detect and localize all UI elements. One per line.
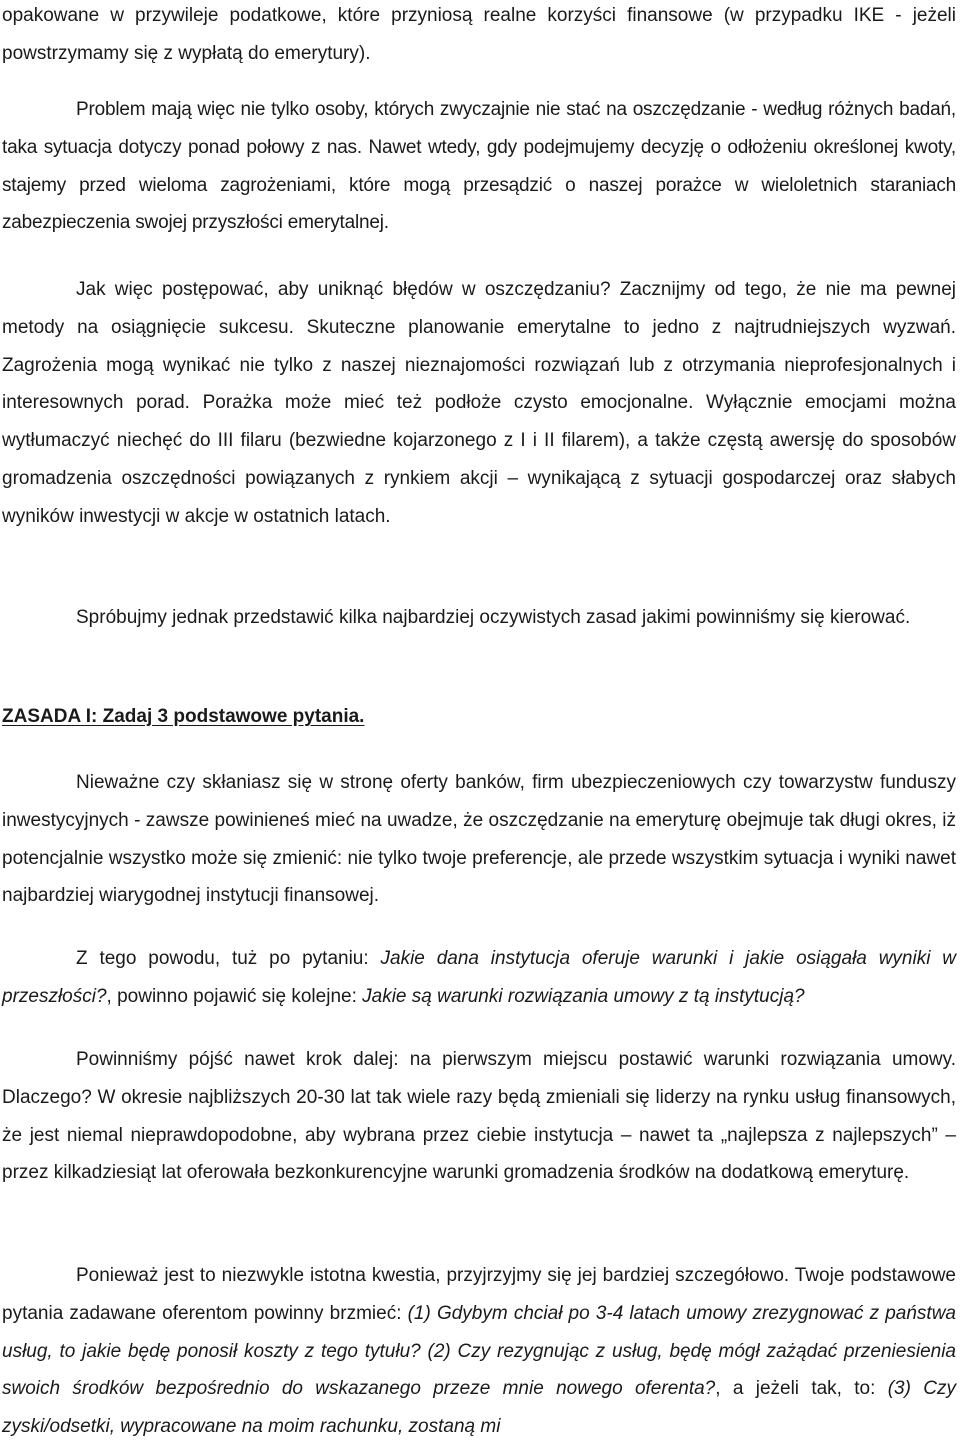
section-heading-zasada-1: ZASADA I: Zadaj 3 podstawowe pytania. [2, 706, 365, 727]
paragraph-follow-up-question [2, 940, 956, 1016]
paragraph-problem: Problem mają więc nie tylko osoby, których zwyczajnie nie stać na oszczędzanie - według różnych badań, taka sytuacja dotyczy ponad połowy z nas. Nawet wtedy, gdy podejmujemy decyzję o odłożeniu określonej kwoty, stajemy przed wieloma zagrożeniami, które mogą przesądzić o naszej porażce w wieloletnich staraniach zabezpieczenia swojej przyszłości emerytalnej. [2, 99, 956, 234]
paragraph-basic-questions [2, 1257, 956, 1446]
text-segment: , a jeżeli tak, to: [715, 1378, 888, 1400]
text-segment: Ponieważ jest to niezwykle istotna kwestia, przyjrzyjmy się jej bardziej szczegółowo. Twoje podstawowe pytania zadawane oferentom powinny brzmieć: [2, 1265, 956, 1324]
questions-1-2: (1) Gdybym chciał po 3-4 latach umowy zrezygnować z państwa usług, to jakie będę ponosił koszty z tego tytułu? (2) Czy rezygnując z usług, będę mógł zażądać przeniesienia swoich środków bezpośrednio do wskazanego przeze mnie nowego oferenta? [2, 1302, 956, 1400]
text-segment: Z tego powodu, tuż po pytaniu: [76, 948, 381, 969]
paragraph-intro-continuation: opakowane w przywileje podatkowe, które przyniosą realne korzyści finansowe (w przypadku IKE - jeżeli powstrzymamy się z wypłatą do emerytury). [2, 5, 956, 64]
question-3: (3) Czy zyski/odsetki, wypracowane na moim rachunku, zostaną mi [2, 1378, 956, 1438]
paragraph-go-further: Powinniśmy pójść nawet krok dalej: na pierwszym miejscu postawić warunki rozwiązania umowy. Dlaczego? W okresie najbliższych 20-30 lat tak wiele razy będą zmieniali się liderzy na rynku usług finansowych, że jest niemal nieprawdopodobne, aby wybrana przez ciebie instytucja – nawet ta „najlepsza z najlepszych” – przez kilkadziesiąt lat oferowała bezkonkurencyjne warunki gromadzenia środków na dodatkową emeryturę. [2, 1049, 956, 1184]
paragraph-regardless-of-offer: Nieważne czy skłaniasz się w stronę oferty banków, firm ubezpieczeniowych czy towarzystw funduszy inwestycyjnych - zawsze powinieneś mieć na uwadze, że oszczędzanie na emeryturę obejmuje tak długi okres, iż potencjalnie wszystko może się zmienić: nie tylko twoje preferencje, ale przede wszystkim sytuacja i wyniki nawet najbardziej wiarygodnej instytucji finansowej. [2, 772, 956, 907]
paragraph-how-to-save: Jak więc postępować, aby uniknąć błędów w oszczędzaniu? Zacznijmy od tego, że nie ma pewnej metody na osiągnięcie sukcesu. Skuteczne planowanie emerytalne to jedno z najtrudniejszych wyzwań. Zagrożenia mogą wynikać nie tylko z naszej nieznajomości rozwiązań lub z otrzymania nieprofesjonalnych i interesownych porad. Porażka może mieć też podłoże czysto emocjonalne. Wyłącznie emocjami można wytłumaczyć niechęć do III filaru (bezwiedne kojarzonego z I i II filarem), a także częstą awersję do sposobów gromadzenia oszczędności powiązanych z rynkiem akcji – wynikającą z sytuacji gospodarczej oraz słabych wyników inwestycji w akcje w ostatnich latach. [2, 279, 956, 527]
text-segment: , powinno pojawić się kolejne: [106, 985, 363, 1007]
paragraph-principles-intro: Spróbujmy jednak przedstawić kilka najbardziej oczywistych zasad jakimi powinniśmy się kierować. [76, 607, 911, 628]
question-institution-results: Jakie dana instytucja oferuje warunki i jakie osiągała wyniki w przeszłości? [2, 948, 956, 1007]
question-termination-terms: Jakie są warunki rozwiązania umowy z tą instytucją? [362, 985, 805, 1007]
